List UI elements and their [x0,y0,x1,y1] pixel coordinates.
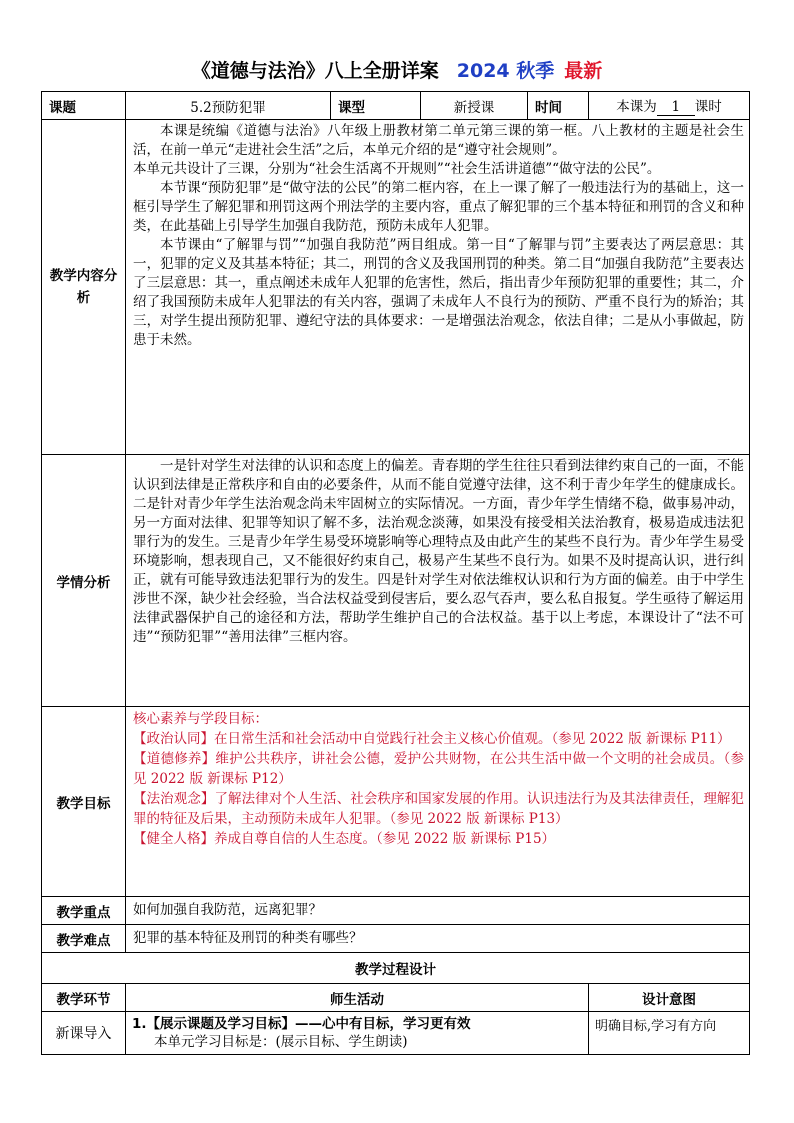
student-analysis-label: 学情分析 [42,455,126,707]
title-newest: 最新 [564,60,603,82]
time-label: 时间 [528,92,589,120]
goals-label: 教学目标 [42,707,126,897]
stage-cell: 新课导入 [42,1012,126,1055]
intent-cell: 明确目标,学习有方向 [589,1012,750,1055]
activity-cell [126,1012,589,1055]
content-paragraph-4: 本节课由“了解罪与罚”“加强自我防范”两目组成。第一目“了解罪与罚”主要表达了两层意思：其一，犯罪的定义及其基本特征；其二，刑罚的含义及我国刑罚的种类。第二目“加强自我防范”主要表达了三层意思：其一，重点阐述未成年人犯罪的危害性，然后，指出青少年预防犯罪的重要性；其二，介绍了我国预防未成年人犯罪法的有关内容，强调了未成年人不良行为的预防、严重不良行为的矫治；其三，对学生提出预防犯罪、遵纪守法的具体要求：一是增强法治观念，依法自律；二是从小事做起，防患于未然。 [133,237,744,348]
process-header-row [42,984,750,1012]
col-intent-header: 设计意图 [589,984,750,1012]
lesson-value: 5.2预防犯罪 [126,92,331,120]
lesson-plan-table [41,91,750,1055]
lesson-label: 课题 [42,92,126,120]
time-count: 1 [657,99,695,116]
time-prefix: 本课为 [616,99,657,115]
difficulty-text: 犯罪的基本特征及刑罚的种类有哪些？ [126,925,750,953]
content-paragraph-1: 本课是统编《道德与法治》八年级上册教材第二单元第三课的第一框。八上教材的主题是社会生活，在前一单元“走进社会生活”之后，本单元介绍的是“遵守社会规则”。 [133,123,744,158]
content-paragraph-2: 本单元共设计了三课，分别为“社会生活离不开规则”“社会生活讲道德”“做守法的公民”。 [133,161,661,177]
content-analysis-text [126,120,750,455]
type-value: 新授课 [421,92,528,120]
goal-item-moral: 【道德修养】维护公共秩序，讲社会公德，爱护公共财物，在公共生活中做一个文明的社会成员。（参见 2022 版 新课标 P12） [133,751,744,787]
content-analysis-label-text: 教学内容分析 [49,268,118,306]
content-paragraph-3: 本节课“预防犯罪”是“做守法的公民”的第二框内容，在上一课了解了一般违法行为的基础上，这一框引导学生了解犯罪和刑罚这两个刑法学的主要内容，重点了解犯罪的三个基本特征和刑罚的含义和种类，在此基础上引导学生加强自我防范，预防未成年人犯罪。 [133,180,744,234]
key-point-row [42,897,750,925]
goal-item-political: 【政治认同】在日常生活和社会活动中自觉践行社会主义核心价值观。（参见 2022 版 新课标 P11） [133,731,731,747]
goal-item-personality: 【健全人格】养成自尊自信的人生态度。（参见 2022 版 新课标 P15） [133,831,556,847]
student-analysis-text [126,455,750,707]
goals-intro: 核心素养与学段目标： [133,711,268,727]
title-season: 2024 秋季 [456,60,555,82]
goals-row [42,707,750,897]
process-section-title: 教学过程设计 [42,953,750,984]
difficulty-label: 教学难点 [42,925,126,953]
student-paragraph: 一是针对学生对法律的认识和态度上的偏差。青春期的学生往往只看到法律约束自己的一面，不能认识到法律是正常秩序和自由的必要条件，从而不能自觉遵守法律，这不利于青少年学生的健康成长。二是针对青少年学生法治观念尚未牢固树立的实际情况。一方面，青少年学生情绪不稳，做事易冲动，另一方面对法律、犯罪等知识了解不多，法治观念淡薄，如果没有接受相关法治教育，极易造成违法犯罪行为的发生。三是青少年学生易受环境影响等心理特点及由此产生的某些不良行为。青少年学生易受环境影响，想表现自己，又不能很好约束自己，极易产生某些不良行为。如果不及时提高认识，进行纠正，就有可能导致违法犯罪行为的发生。四是针对学生对依法维权认识和行为方面的偏差。由于中学生涉世不深，缺少社会经验，当合法权益受到侵害后，要么忍气吞声，要么私自报复。学生亟待了解运用法律武器保护自己的途径和方法，帮助学生维护自己的合法权益。基于以上考虑，本课设计了“法不可违”“预防犯罪”“善用法律”三框内容。 [133,458,744,645]
goal-item-legal: 【法治观念】了解法律对个人生活、社会秩序和国家发展的作用。认识违法行为及其法律责任，理解犯罪的特征及后果，主动预防未成年人犯罪。（参见 2022 版 新课标 P13） [133,791,744,827]
difficulty-row [42,925,750,953]
time-suffix: 课时 [694,99,722,115]
col-activity-header: 师生活动 [126,984,589,1012]
title-main: 《道德与法治》八上全册详案 [191,60,439,82]
key-point-label: 教学重点 [42,897,126,925]
student-analysis-row [42,455,750,707]
time-value [589,92,750,120]
goals-text [126,707,750,897]
header-row [42,92,750,120]
document-title [0,56,794,83]
process-row-1 [42,1012,750,1055]
type-label: 课型 [331,92,421,120]
activity-line-1: 1.【展示课题及学习目标】——心中有目标，学习更有效 [132,1016,471,1032]
content-analysis-label [42,120,126,455]
col-stage-header: 教学环节 [42,984,126,1012]
activity-line-2: 本单元学习目标是：(展示目标、学生朗读) [154,1034,408,1050]
content-analysis-row [42,120,750,455]
process-section-row [42,953,750,984]
key-point-text: 如何加强自我防范，远离犯罪？ [126,897,750,925]
